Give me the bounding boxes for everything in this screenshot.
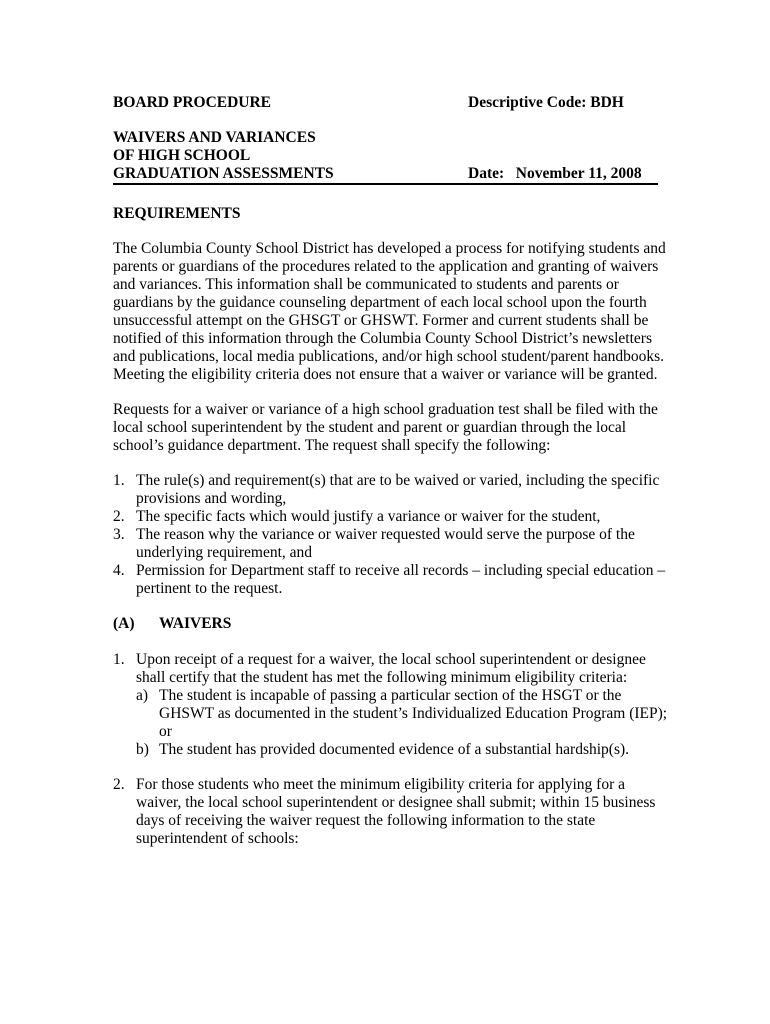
text-line: waiver, the local school superintendent or designee shall submit; within 15 business: [136, 794, 656, 811]
text-line: and publications, local media publications, and/or high school student/parent handbooks.: [113, 348, 664, 365]
text-line: underlying requirement, and: [136, 544, 313, 561]
text-line: Meeting the eligibility criteria does not ensure that a waiver or variance will be granted.: [113, 366, 658, 383]
text-line: local school superintendent by the student and parent or guardian through the local: [113, 419, 627, 436]
text-line: unsuccessful attempt on the GHSGT or GHSWT. Former and current students shall be: [113, 312, 649, 329]
text-line: The specific facts which would justify a variance or waiver for the student,: [136, 508, 601, 525]
list-item: [113, 508, 658, 526]
text-line: The rule(s) and requirement(s) that are to be waived or varied, including the specific: [136, 472, 660, 489]
waivers-list-item-1: [113, 651, 668, 759]
requirements-paragraph-2: [113, 401, 658, 455]
list-item: [113, 526, 658, 562]
text-line: For those students who meet the minimum eligibility criteria for applying for a: [136, 776, 626, 793]
list-number: 3.: [113, 526, 125, 543]
sub-list-letter: a): [136, 687, 149, 704]
date-value: November 11, 2008: [515, 165, 642, 182]
text-line: guardians by the guidance counseling department of each local school upon the fourth: [113, 294, 647, 311]
list-item: [113, 472, 658, 508]
list-item: [113, 562, 666, 598]
sub-list-letter: b): [136, 741, 149, 758]
document-title-line-1: WAIVERS AND VARIANCES: [113, 129, 316, 146]
text-line: or: [159, 723, 172, 740]
document-date: [468, 165, 642, 183]
text-line: notified of this information through the Columbia County School District’s newsletters: [113, 330, 652, 347]
section-label: (A): [113, 615, 135, 632]
text-line: Upon receipt of a request for a waiver, the local school superintendent or designee: [136, 651, 646, 668]
text-line: parents or guardians of the procedures related to the application and granting of waivers: [113, 258, 659, 275]
list-number: 2.: [113, 776, 125, 793]
list-item: [113, 776, 658, 848]
list-number: 4.: [113, 562, 125, 579]
text-line: The Columbia County School District has developed a process for notifying students and: [113, 240, 666, 257]
waivers-list-item-2: [113, 776, 658, 848]
text-line: provisions and wording,: [136, 490, 287, 507]
list-item: [113, 651, 668, 759]
text-line: Requests for a waiver or variance of a high school graduation test shall be filed with the: [113, 401, 658, 418]
waivers-section-heading: [113, 615, 232, 633]
text-line: The reason why the variance or waiver requested would serve the purpose of the: [136, 526, 635, 543]
request-requirements-list: [113, 472, 666, 598]
text-line: pertinent to the request.: [136, 580, 283, 597]
text-line: superintendent of schools:: [136, 830, 299, 847]
requirements-heading: REQUIREMENTS: [113, 205, 241, 222]
text-line: days of receiving the waiver request the following information to the state: [136, 812, 596, 829]
sub-list-item: [136, 741, 658, 759]
text-line: GHSWT as documented in the student’s Individualized Education Program (IEP);: [159, 705, 668, 722]
descriptive-code: Descriptive Code: BDH: [468, 94, 624, 111]
list-number: 1.: [113, 472, 125, 489]
date-label: Date:: [468, 165, 505, 182]
text-line: The student is incapable of passing a particular section of the HSGT or the: [159, 687, 622, 704]
board-procedure-label: BOARD PROCEDURE: [113, 94, 272, 111]
text-line: Permission for Department staff to receive all records – including special education –: [136, 562, 666, 579]
sub-list-item: [136, 687, 668, 741]
list-number: 1.: [113, 651, 125, 668]
list-number: 2.: [113, 508, 125, 525]
waivers-heading: WAIVERS: [159, 615, 232, 632]
document-title-line-2: OF HIGH SCHOOL: [113, 147, 251, 164]
text-line: shall certify that the student has met the following minimum eligibility criteria:: [136, 669, 628, 686]
text-line: The student has provided documented evidence of a substantial hardship(s).: [159, 741, 630, 758]
requirements-paragraph-1: [113, 240, 666, 384]
document-title-line-3: GRADUATION ASSESSMENTS: [113, 165, 334, 182]
text-line: and variances. This information shall be communicated to students and parents or: [113, 276, 619, 293]
header-divider: [113, 183, 658, 185]
text-line: school’s guidance department. The request shall specify the following:: [113, 437, 551, 454]
